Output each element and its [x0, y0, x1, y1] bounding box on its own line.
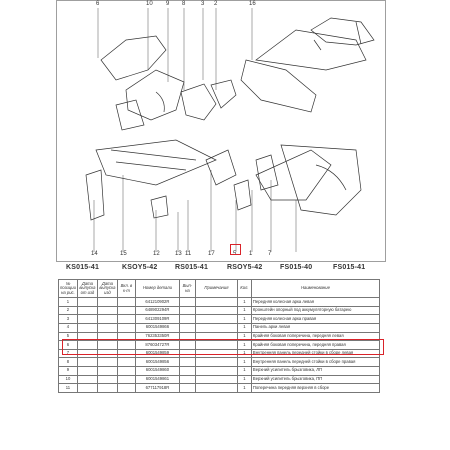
parts-exploded-diagram	[56, 0, 386, 262]
cell-empty	[77, 366, 97, 375]
table-row	[59, 375, 380, 384]
callout-top: 8	[182, 1, 186, 7]
cell-empty	[97, 375, 117, 384]
highlight-callout-box	[230, 244, 241, 255]
cell-empty	[117, 375, 135, 384]
col-header: Дата выпуска от изд	[77, 280, 97, 298]
model-code: RS015-41	[175, 264, 209, 271]
cell-qty: 1	[237, 332, 251, 341]
cell-empty	[77, 298, 97, 307]
cell-pos: 11	[59, 384, 78, 393]
col-header: Номер детали	[135, 280, 179, 298]
callout-bottom: 7	[268, 251, 272, 257]
cell-part: 6001549866	[135, 323, 179, 332]
callout-top: 9	[166, 1, 170, 7]
highlighted-row-frame	[62, 339, 384, 355]
cell-empty	[117, 315, 135, 324]
cell-empty	[195, 298, 237, 307]
cell-empty	[195, 375, 237, 384]
cell-empty	[179, 306, 195, 315]
cell-name: Верхний усилитель брызговика, ЛП	[251, 366, 379, 375]
cell-name: Кронштейн опорный под аккумуляторную батарею	[251, 306, 379, 315]
col-header: Дата выпуска изд	[97, 280, 117, 298]
cell-pos: 4	[59, 323, 78, 332]
cell-qty: 1	[237, 298, 251, 307]
model-code: FS015-40	[280, 264, 313, 271]
cell-empty	[77, 384, 97, 393]
cell-part: 6001549859	[135, 349, 179, 358]
callout-bottom: 15	[120, 251, 127, 257]
cell-empty	[97, 358, 117, 367]
cell-empty	[117, 323, 135, 332]
cell-name: Передняя колесная арка правая	[251, 315, 379, 324]
callout-top: 10	[146, 1, 153, 7]
cell-pos: 5	[59, 332, 78, 341]
callout-top: 3	[201, 1, 205, 7]
cell-part: 641210902R	[135, 298, 179, 307]
cell-empty	[77, 323, 97, 332]
cell-qty: 1	[237, 366, 251, 375]
callout-bottom: 14	[91, 251, 98, 257]
cell-empty	[77, 375, 97, 384]
cell-part: 6001549860	[135, 366, 179, 375]
cell-name: Верхний усилитель брызговика, ПП	[251, 375, 379, 384]
cell-part: 762353350R	[135, 332, 179, 341]
callout-top: 16	[249, 1, 256, 7]
cell-part: 6001549861	[135, 375, 179, 384]
cell-pos: 7	[59, 349, 78, 358]
cell-empty	[179, 298, 195, 307]
cell-pos: 3	[59, 315, 78, 324]
cell-name: Панель арки левая	[251, 323, 379, 332]
callout-bottom: 12	[153, 251, 160, 257]
model-code: KS015-41	[66, 264, 100, 271]
cell-pos: 6	[59, 341, 78, 350]
diagram-svg	[56, 0, 386, 262]
cell-name: Внутренняя панель передней стойки в сборе правая	[251, 358, 379, 367]
callout-bottom: 5	[233, 251, 237, 257]
col-header: Наименование	[251, 280, 379, 298]
cell-pos: 1	[59, 298, 78, 307]
cell-qty: 1	[237, 306, 251, 315]
cell-qty: 1	[237, 349, 251, 358]
cell-qty: 1	[237, 375, 251, 384]
cell-empty	[195, 323, 237, 332]
cell-empty	[97, 323, 117, 332]
cell-empty	[97, 384, 117, 393]
cell-empty	[179, 358, 195, 367]
cell-empty	[179, 384, 195, 393]
cell-qty: 1	[237, 323, 251, 332]
cell-name: Передняя колесная арка левая	[251, 298, 379, 307]
cell-empty	[179, 323, 195, 332]
model-code: RSOY5-42	[227, 264, 263, 271]
cell-pos: 9	[59, 366, 78, 375]
cell-pos: 2	[59, 306, 78, 315]
cell-empty	[117, 298, 135, 307]
col-header: Кол.	[237, 280, 251, 298]
cell-empty	[179, 375, 195, 384]
callout-bottom: 1	[249, 251, 253, 257]
callout-bottom: 17	[208, 251, 215, 257]
cell-empty	[195, 315, 237, 324]
cell-empty	[117, 306, 135, 315]
col-header: № позиции на рис.	[59, 280, 78, 298]
callout-bottom: 11	[185, 251, 192, 257]
cell-empty	[97, 306, 117, 315]
model-code: KSOY5-42	[122, 264, 158, 271]
cell-empty	[195, 358, 237, 367]
callout-bottom: 13	[175, 251, 182, 257]
table-row	[59, 323, 380, 332]
cell-qty: 1	[237, 315, 251, 324]
callout-top: 6	[96, 1, 100, 7]
cell-empty	[117, 366, 135, 375]
table-row	[59, 306, 380, 315]
cell-name: Поперечина передняя верхняя в сборе	[251, 384, 379, 393]
cell-part: 6001549856	[135, 358, 179, 367]
table-row	[59, 315, 380, 324]
cell-empty	[77, 358, 97, 367]
cell-empty	[97, 315, 117, 324]
cell-part: 876034727R	[135, 341, 179, 350]
model-code-row	[0, 262, 450, 276]
cell-empty	[117, 384, 135, 393]
cell-qty: 1	[237, 341, 251, 350]
cell-pos: 8	[59, 358, 78, 367]
cell-pos: 10	[59, 375, 78, 384]
col-header: Примечания	[195, 280, 237, 298]
cell-empty	[77, 315, 97, 324]
cell-part: 641309109R	[135, 315, 179, 324]
cell-empty	[97, 366, 117, 375]
cell-qty: 1	[237, 358, 251, 367]
table-row	[59, 298, 380, 307]
callout-top: 2	[214, 1, 218, 7]
cell-empty	[195, 306, 237, 315]
table-row	[59, 366, 380, 375]
cell-empty	[195, 384, 237, 393]
cell-empty	[117, 358, 135, 367]
parts-table	[58, 279, 380, 393]
cell-empty	[97, 298, 117, 307]
cell-empty	[77, 306, 97, 315]
col-header: Вып-на	[179, 280, 195, 298]
cell-part: 677117918R	[135, 384, 179, 393]
table-header-row	[59, 280, 380, 298]
cell-empty	[195, 366, 237, 375]
cell-name: Внутренняя панель передней стойки в сборе левая	[251, 349, 379, 358]
table-row	[59, 384, 380, 393]
model-code: FS015-41	[333, 264, 366, 271]
cell-part: 648902294R	[135, 306, 179, 315]
table-row	[59, 358, 380, 367]
cell-name: Крайняя боковая поперечина, передняя левая	[251, 332, 379, 341]
col-header: Вкл. в к-т	[117, 280, 135, 298]
cell-empty	[179, 315, 195, 324]
cell-name: Крайняя боковая поперечина, передняя правая	[251, 341, 379, 350]
cell-empty	[179, 366, 195, 375]
cell-qty: 1	[237, 384, 251, 393]
